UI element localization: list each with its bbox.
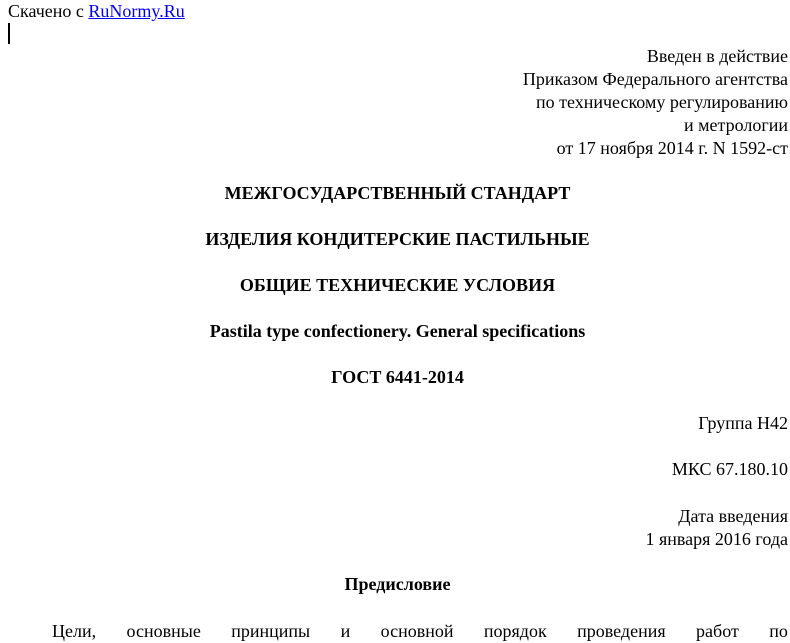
group-label: Группа Н42 [698, 413, 788, 433]
enactment-line: Приказом Федерального агентства [522, 69, 788, 89]
source-link[interactable]: RuNormy.Ru [88, 1, 185, 21]
enactment-line: и метрологии [684, 115, 788, 135]
paragraph-word: работ [696, 621, 739, 641]
paragraph-word: основные [126, 621, 201, 641]
conditions-title: ОБЩИЕ ТЕХНИЧЕСКИЕ УСЛОВИЯ [239, 275, 556, 295]
product-title: ИЗДЕЛИЯ КОНДИТЕРСКИЕ ПАСТИЛЬНЫЕ [205, 229, 590, 249]
effective-date-block [645, 505, 788, 551]
source-prefix: Скачено с [8, 1, 84, 21]
paragraph-word: Цели, [52, 621, 97, 641]
paragraph-word: порядок [483, 621, 547, 641]
paragraph-word: проведения [577, 621, 666, 641]
text-cursor [8, 23, 10, 44]
standard-code: ГОСТ 6441-2014 [331, 367, 464, 387]
enactment-line: по техническому регулированию [535, 92, 788, 112]
english-title: Pastila type confectionery. General specifications [209, 321, 586, 341]
standard-type-heading: МЕЖГОСУДАРСТВЕННЫЙ СТАНДАРТ [224, 183, 571, 203]
effective-date-label: Дата введения [678, 506, 788, 526]
foreword-heading: Предисловие [344, 574, 451, 594]
mks-label: МКС 67.180.10 [671, 459, 788, 479]
source-line [8, 0, 185, 23]
foreword-paragraph-line [52, 620, 788, 643]
enactment-line: Введен в действие [646, 46, 788, 66]
effective-date-value: 1 января 2016 года [645, 529, 788, 549]
paragraph-word: принципы [231, 621, 311, 641]
paragraph-word: и [340, 621, 351, 641]
enactment-block [523, 45, 788, 160]
paragraph-word: по [769, 621, 788, 641]
paragraph-word: основной [380, 621, 454, 641]
enactment-line: от 17 ноября 2014 г. N 1592-ст [556, 138, 788, 158]
